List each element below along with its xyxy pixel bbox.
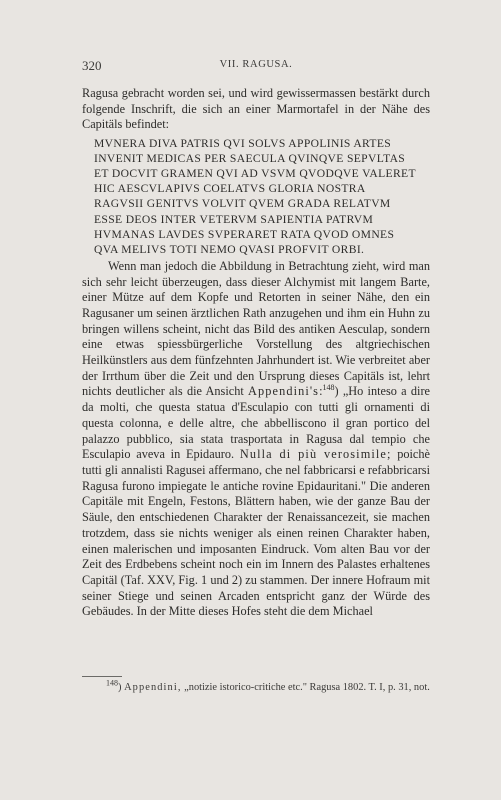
- latin-inscription: [94, 136, 430, 257]
- inscription-line: QVA MELIVS TOTI NEMO QVASI PROFVIT ORBI.: [94, 242, 365, 256]
- paragraph-main-text-b: ) „Ho inteso a dire da molti, che questa statua d'Esculapio con tutti gli ornamenti di questa colonna, e delle altre, che abbelliscono il gran portico del palazzo pubblico, sia stata trasportata in Ragusa dal tempio che Esculapio aveva in Epidauro.: [82, 384, 431, 462]
- inscription-line: RAGVSII GENITVS VOLVIT QVEM GRADA RELATVM: [94, 197, 391, 211]
- emphasized-phrase: Nulla di più verosimile;: [239, 447, 392, 462]
- footnote-author: Appendini,: [124, 682, 182, 693]
- page-number: 320: [82, 58, 102, 73]
- footnote-divider: [82, 676, 122, 677]
- paragraph-main: Wenn man jedoch die Abbildung in Betrachtung zieht, wird man sich sehr leicht überzeugen, dass dieser Alchymist mit langem Barte, einer Mütze auf dem Kopfe und Retorten in seiner Nähe, den ein Ragusaner um seinen ärztlichen Rath anzugehen und ihm ein Huhn zu bringen willens scheint, nicht das Bild des antiken Aesculap, sondern eine etwas spiessbürgerliche Vorstellung des altgriechischen Heilkünstlers aus dem fünfzehnten Jahrhundert ist. Wie verbreitet aber der Irrthum über die Zeit und den Ursprung dieses Capitäls ist, lehrt nichts deutlicher als die Ansicht Appendini's:$^{148}$) „Ho inteso a dire da molti, che questa statua d'Esculapio con tutti gli ornamenti di questa colonna, e delle altre, che abbelliscono il gran portico del palazzo pubblico, sia stata trasportata in Ragusa dal tempio che Esculapio aveva in Epidauro. Nulla di più verosimile; poichè tutti gli annalisti Ragusei affermano, che nel fabbricarsi e refabbricarsi Ragusa furono impiegate le antiche rovine Epidauritani." Die anderen Capitäle mit Engeln, Festons, Blättern haben, wie der ganze Bau der Säule, den entschiedenen Charakter der Renaissancezeit, sie machen trotzdem, dass sie nichts weniger als einen reinen Charakter haben, einen malerischen und imposanten Eindruck. Vom alten Bau vor der Zeit des Erdbebens scheint noch ein im Innern des Palastes erhaltenes Capitäl (Taf. XXV, Fig. 1 und 2) zu stammen. Der innere Hofraum mit seiner Stiege und seinen Arcaden entspricht ganz der Würde des Gebäudes. In der Mitte dieses Hofes steht die dem Michael: [82, 258, 431, 619]
- footnote-number: 148: [106, 678, 118, 688]
- running-title: VII. RAGUSA.: [219, 59, 293, 70]
- author-name: Appendini's: [248, 384, 320, 399]
- footnote-reference: 148: [322, 383, 335, 393]
- inscription-line: MVNERA DIVA PATRIS QVI SOLVS APPOLINIS ARTES: [94, 137, 392, 151]
- inscription-line: HVMANAS LAVDES SVPERARET RATA QVOD OMNES: [94, 227, 395, 241]
- paragraph-intro: Ragusa gebracht worden sei, und wird gewissermassen bestärkt durch folgende Inschrift, die sich an einer Marmortafel in der Nähe des Capitäls befindet:: [82, 86, 430, 132]
- footnote: $^{148}$) Appendini, „notizie istorico-critiche etc." Ragusa 1802. T. I, p. 31, not.: [106, 678, 430, 693]
- inscription-line: INVENIT MEDICAS PER SAECULA QVINQVE SEPVLTAS: [94, 152, 406, 166]
- inscription-line: ESSE DEOS INTER VETERVM SAPIENTIA PATRVM: [94, 212, 374, 226]
- main-text: [82, 86, 430, 620]
- footnote-text: „notizie istorico-critiche etc." Ragusa 1802. T. I, p. 31, not.: [184, 682, 430, 693]
- inscription-line: HIC AESCVLAPIVS COELATVS GLORIA NOSTRA: [94, 182, 366, 196]
- paragraph-main-text-a: Wenn man jedoch die Abbildung in Betrachtung zieht, wird man sich sehr leicht überzeugen, dass dieser Alchymist mit langem Barte, einer Mütze auf dem Kopfe und Retorten in seiner Nähe, den ein Ragusaner um seinen ärztlichen Rath anzugehen und ihm ein Huhn zu bringen willens scheint, nicht das Bild des antiken Aesculap, sondern eine etwas spiessbürgerliche Vorstellung des altgriechischen Heilkünstlers aus dem fünfzehnten Jahrhundert ist. Wie verbreitet aber der Irrthum über die Zeit und den Ursprung dieses Capitäls ist, lehrt nichts deutlicher als die Ansicht: [82, 258, 430, 399]
- paragraph-main-text-c: poichè tutti gli annalisti Ragusei affermano, che nel fabbricarsi e refabbricarsi Ragusa furono impiegate le antiche rovine Epidauritani." Die anderen Capitäle mit Engeln, Festons, Blättern haben, wie der ganze Bau der Säule, den entschiedenen Charakter der Renaissancezeit, sie machen trotzdem, dass sie nichts weniger als einen reinen Charakter haben, einen malerischen und imposanten Eindruck. Vom alten Bau vor der Zeit des Erdbebens scheint noch ein im Innern des Palastes erhaltenes Capitäl (Taf. XXV, Fig. 1 und 2) zu stammen. Der innere Hofraum mit seiner Stiege und seinen Arcaden entspricht ganz der Würde des Gebäudes. In der Mitte dieses Hofes steht die dem Michael: [82, 447, 430, 619]
- inscription-line: ET DOCVIT GRAMEN QVI AD VSVM QVODQVE VALERET: [94, 167, 416, 181]
